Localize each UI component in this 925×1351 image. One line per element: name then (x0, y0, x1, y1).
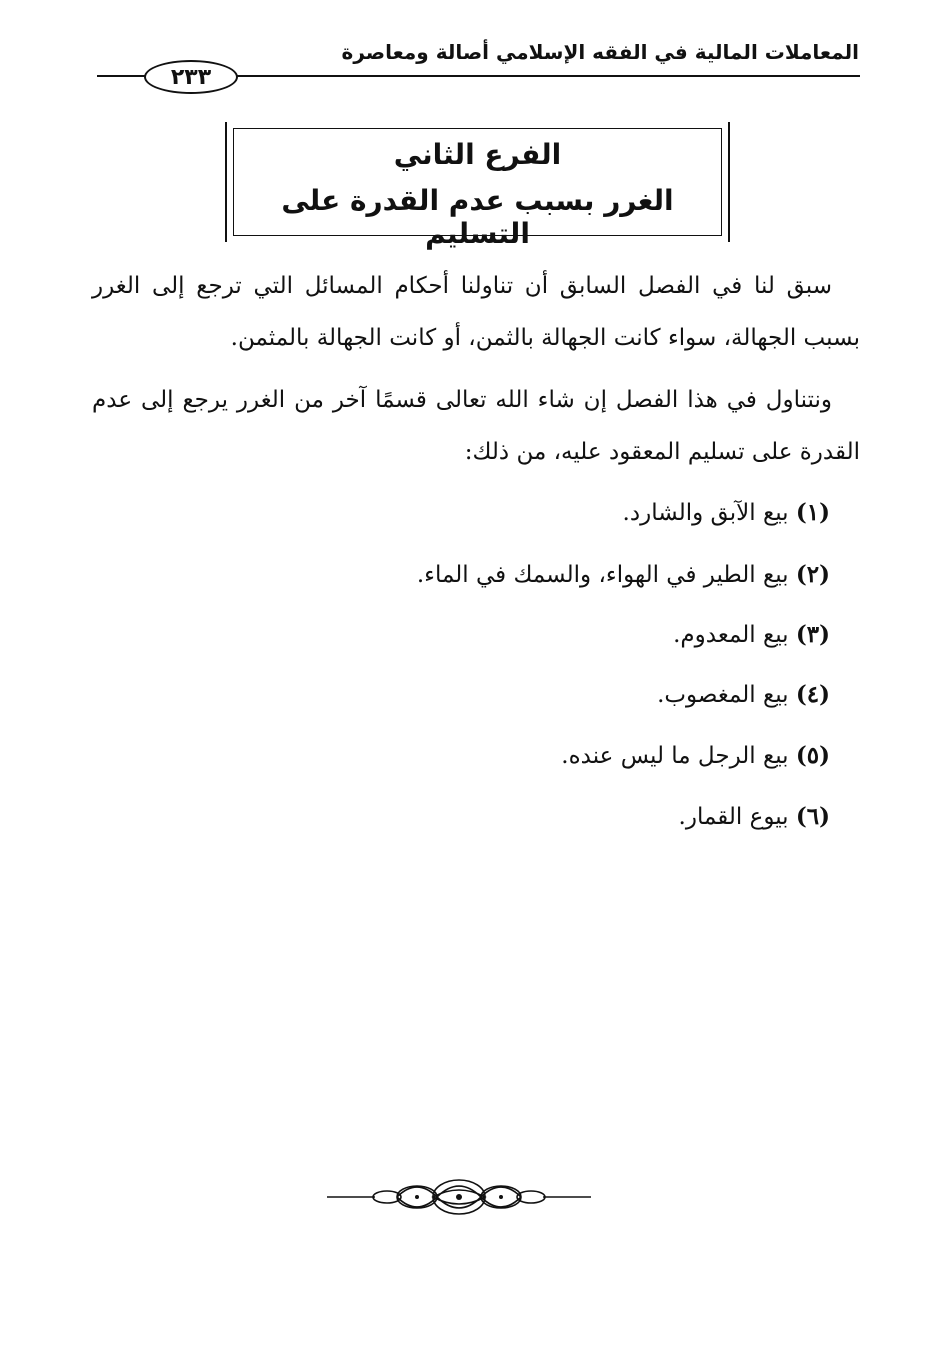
paragraph-2 (92, 374, 860, 478)
list-item-number: (٤) (795, 681, 830, 708)
paragraph-1-text: سبق لنا في الفصل السابق أن تناولنا أحكام المسائل التي ترجع إلى الغرر بسبب الجهالة، سواء كانت الجهالة بالثمن، أو كانت الجهالة بالمثمن. (92, 273, 860, 351)
list-item-text: بيوع القمار. (678, 804, 789, 830)
paragraph-2-text: ونتناول في هذا الفصل إن شاء الله تعالى قسمًا آخر من الغرر يرجع إلى عدم القدرة على تسليم المعقود عليه، من ذلك: (92, 387, 860, 465)
list-item-number: (٦) (795, 803, 830, 830)
section-title: الغرر بسبب عدم القدرة على التسليم (281, 184, 674, 250)
list-item-text: بيع الطير في الهواء، والسمك في الماء. (416, 562, 789, 588)
list-item-text: بيع المعدوم. (673, 622, 789, 648)
list-item-number: (١) (795, 499, 830, 526)
end-of-section-ornament-icon (325, 1175, 593, 1219)
paragraph-1 (92, 260, 860, 364)
list-item-text: بيع الرجل ما ليس عنده. (561, 743, 789, 769)
list-item (561, 741, 830, 771)
list-item-text: بيع الآبق والشارد. (622, 500, 789, 526)
section-label: الفرع الثاني (393, 138, 562, 171)
section-title-frame (225, 122, 730, 250)
list-item (657, 680, 830, 710)
list-item-number: (٥) (795, 742, 830, 769)
list-item (623, 498, 830, 528)
list-item (673, 620, 830, 650)
list-item (679, 802, 830, 832)
list-item (417, 560, 830, 590)
running-head: المعاملات المالية في الفقه الإسلامي أصالة ومعاصرة (341, 40, 859, 64)
list-item-text: بيع المغصوب. (657, 682, 789, 708)
page-number: ٢٣٣ (144, 60, 238, 94)
list-item-number: (٣) (795, 621, 830, 648)
list-item-number: (٢) (795, 561, 830, 588)
